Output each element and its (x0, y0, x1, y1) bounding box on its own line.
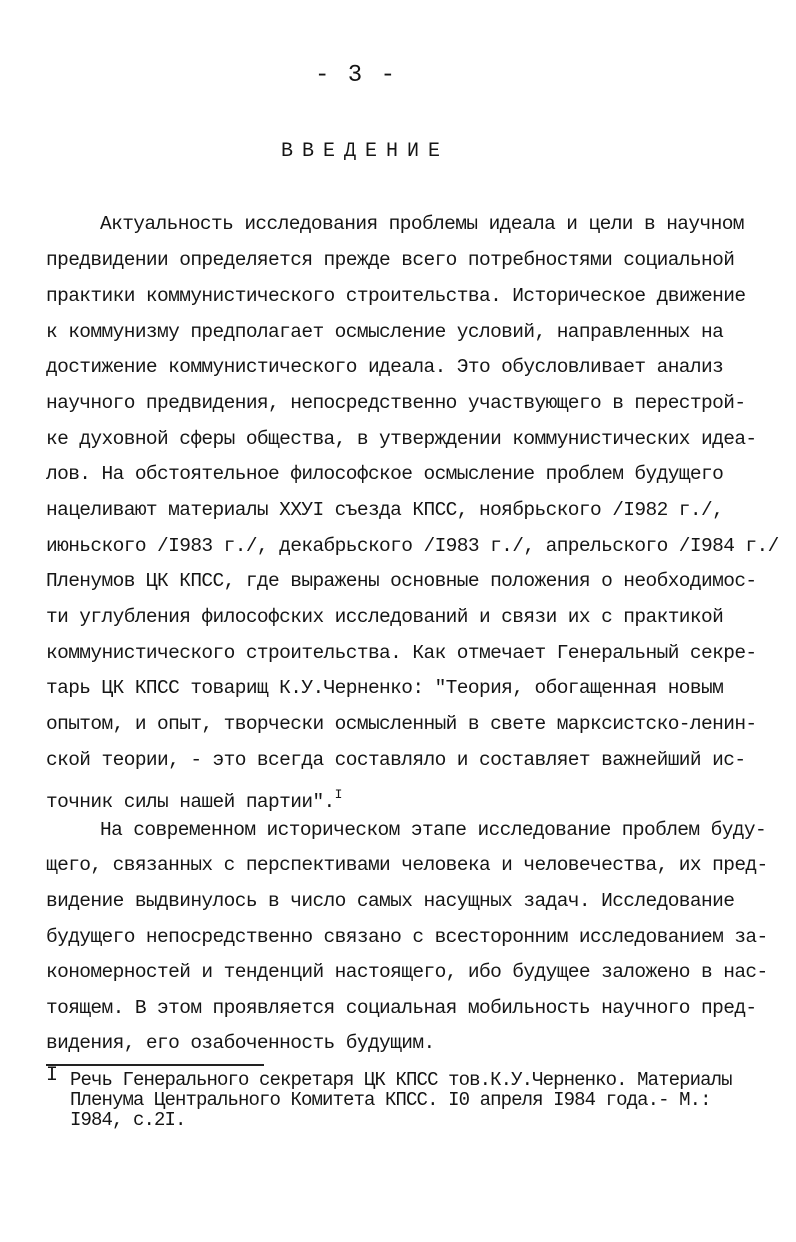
paragraph1-last-line (46, 783, 342, 814)
footnote-line: I984, с.2I. (70, 1109, 186, 1131)
paragraph1-line: точник силы нашей партии". (46, 791, 335, 813)
paragraph2-line: щего, связанных с перспективами человека и человечества, их пред- (46, 854, 768, 876)
paragraph1-line: к коммунизму предполагает осмысление условий, направленных на (46, 321, 724, 343)
paragraph2-line: будущего непосредственно связано с всесторонним исследованием за- (46, 926, 768, 948)
paragraph1-line: ти углубления философских исследований и связи их с практикой (46, 606, 724, 628)
footnote-line: Пленума Центрального Комитета КПСС. I0 апреля I984 года.- М.: (70, 1089, 711, 1111)
footnote-reference: I (334, 787, 342, 802)
footnote-mark: I (46, 1064, 59, 1087)
footnote-separator (46, 1064, 264, 1066)
footnote-line: Речь Генерального секретаря ЦК КПСС тов.К.У.Черненко. Материалы (70, 1069, 732, 1091)
paragraph1-line: практики коммунистического строительства. Историческое движение (46, 285, 746, 307)
paragraph1-line: тарь ЦК КПСС товарищ К.У.Черненко: "Теория, обогащенная новым (46, 677, 724, 699)
paragraph1-line: нацеливают материалы ХХУI съезда КПСС, ноябрьского /I982 г./, (46, 499, 724, 521)
paragraph2-line: На современном историческом этапе исследование проблем буду- (100, 819, 767, 841)
paragraph1-line: ской теории, - это всегда составляло и составляет важнейший ис- (46, 749, 746, 771)
paragraph2-line: видения, его озабоченность будущим. (46, 1032, 435, 1054)
paragraph2-line: видение выдвинулось в число самых насущных задач. Исследование (46, 890, 735, 912)
paragraph2-line: кономерностей и тенденций настоящего, ибо будущее заложено в нас- (46, 961, 768, 983)
paragraph1-line: предвидении определяется прежде всего потребностями социальной (46, 249, 735, 271)
paragraph1-line: ке духовной сферы общества, в утверждении коммунистических идеа- (46, 428, 757, 450)
paragraph1-line: коммунистического строительства. Как отмечает Генеральный секре- (46, 642, 757, 664)
paragraph1-line: лов. На обстоятельное философское осмысление проблем будущего (46, 463, 724, 485)
paragraph2-line: тоящем. В этом проявляется социальная мобильность научного пред- (46, 997, 757, 1019)
section-heading: ВВЕДЕНИЕ (280, 140, 449, 163)
page-number: - 3 - (314, 62, 397, 89)
paragraph1-line: достижение коммунистического идеала. Это обусловливает анализ (46, 356, 724, 378)
paragraph1-line: Пленумов ЦК КПСС, где выражены основные положения о необходимос- (46, 570, 757, 592)
paragraph1-line: июньского /I983 г./, декабрьского /I983 г./, апрельского /I984 г./ (46, 535, 779, 557)
paragraph1-line: Актуальность исследования проблемы идеала и цели в научном (100, 213, 744, 235)
paragraph1-line: научного предвидения, непосредственно участвующего в перестрой- (46, 392, 746, 414)
paragraph1-line: опытом, и опыт, творчески осмысленный в свете марксистско-ленин- (46, 713, 757, 735)
